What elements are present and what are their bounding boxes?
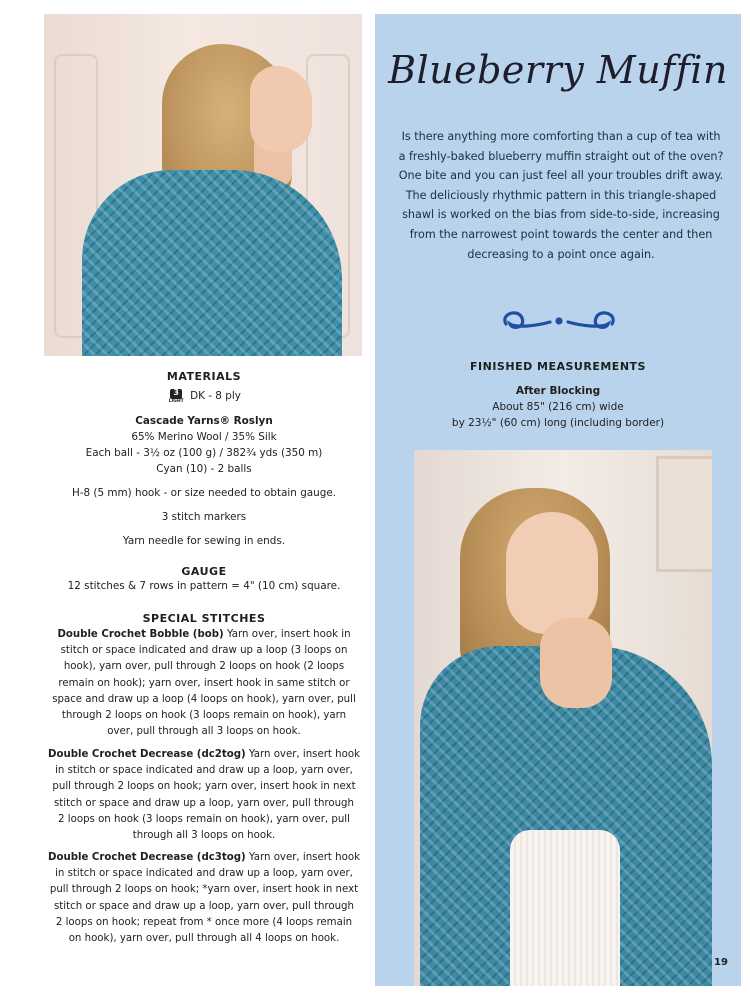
materials-heading: MATERIALS xyxy=(166,370,242,383)
pattern-title: Blueberry Muffin xyxy=(388,48,728,92)
finished-width: About 85" (216 cm) wide xyxy=(492,401,624,413)
stitch-name: Double Crochet Bobble (bob) xyxy=(57,629,224,640)
finished-length: by 23½" (60 cm) long (including border) xyxy=(451,417,665,429)
yarn-needle: Yarn needle for sewing in ends. xyxy=(122,535,286,547)
stitch-definition-dc3tog: Double Crochet Decrease (dc3tog) Yarn over, insert hook in stitch or space indicated and draw up a loop, yarn over, pull through 2 loops on hook; *yarn over, insert hook in next stitch or space and draw up a loop, yarn over, pull through 2 loops on hook; repeat from * once more (4 loops remain on hook), yarn over, pull through all 4 loops on hook. xyxy=(47,852,360,945)
yarn-ball-size: Each ball - 3½ oz (100 g) / 382¾ yds (350 m) xyxy=(85,447,323,459)
yarn-weight-icon: 3 LIGHT xyxy=(168,388,184,404)
yarn-brand: Cascade Yarns® Roslyn xyxy=(135,415,273,427)
stitch-markers: 3 stitch markers xyxy=(161,511,247,523)
yarn-weight-row xyxy=(44,389,364,405)
stitch-definition-bobble: Double Crochet Bobble (bob) Yarn over, insert hook in stitch or space indicated and draw up a loop (3 loops on hook), yarn over, pull through 2 loops on hook (2 loops remain on hook); yarn over, insert hook in same stitch or space and draw up a loop (4 loops on hook), yarn over, pull through 2 loops on hook (3 loops remain on hook), yarn over, pull through all 3 loops on hook. xyxy=(52,629,356,738)
finished-measurements-heading: FINISHED MEASUREMENTS xyxy=(470,360,646,373)
special-stitches-heading: SPECIAL STITCHES xyxy=(142,612,266,625)
gauge-heading: GAUGE xyxy=(181,565,227,578)
intro-text: Is there anything more comforting than a cup of tea with a freshly-baked blueberry muffin straight out of the oven? One bite and you can just feel all your troubles drift away. The deliciously rhythmic pattern in this triangle-shaped shawl is worked on the bias from side-to-side, increasing from the narrowest point towards the center and then decreasing to a point once again. xyxy=(398,130,724,261)
yarn-fiber: 65% Merino Wool / 35% Silk xyxy=(131,431,277,443)
after-blocking-label: After Blocking xyxy=(515,385,601,397)
hook-size: H-8 (5 mm) hook - or size needed to obtain gauge. xyxy=(71,487,337,499)
gauge-text: 12 stitches & 7 rows in pattern = 4" (10 cm) square. xyxy=(67,580,341,592)
stitch-definition-dc2tog: Double Crochet Decrease (dc2tog) Yarn over, insert hook in stitch or space indicated and draw up a loop, yarn over, pull through 2 loops on hook; yarn over, insert hook in next stitch or space and draw up a loop, yarn over, pull through 2 loops on hook (3 loops remain on hook), yarn over, pull through all 3 loops on hook. xyxy=(47,749,360,842)
model-back-photo xyxy=(44,14,362,356)
stitch-name: Double Crochet Decrease (dc2tog) xyxy=(47,749,246,760)
yarn-color: Cyan (10) - 2 balls xyxy=(156,463,252,475)
flourish-ornament-icon xyxy=(496,306,622,336)
yarn-weight: DK - 8 ply xyxy=(190,390,241,403)
page-number: 19 xyxy=(714,957,728,968)
stitch-name: Double Crochet Decrease (dc3tog) xyxy=(47,852,246,863)
model-front-photo xyxy=(414,450,712,986)
